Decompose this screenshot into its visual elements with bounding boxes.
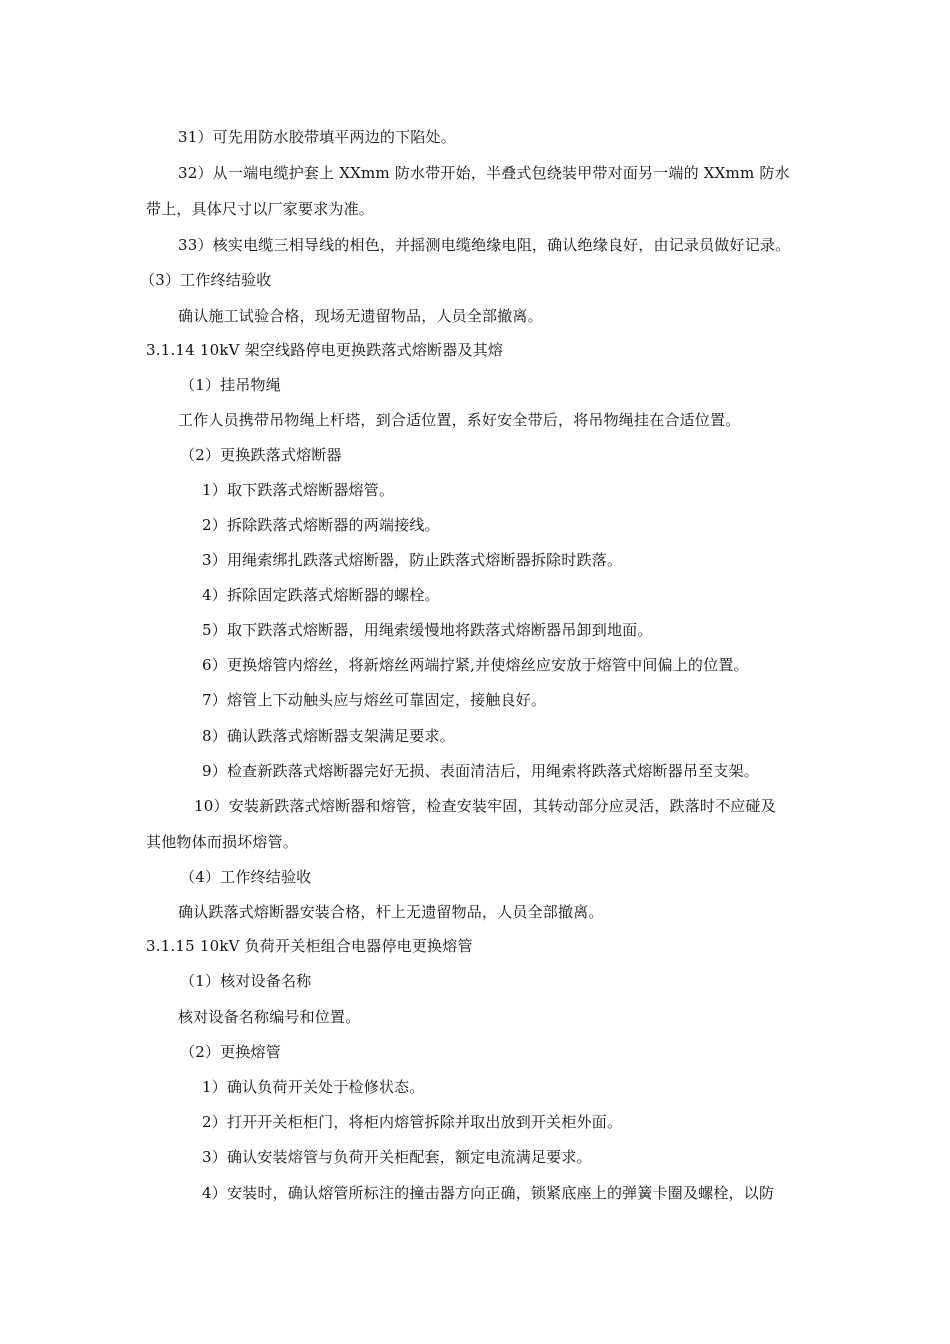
list-item: 3）确认安装熔管与负荷开关柜配套，额定电流满足要求。 <box>202 1148 592 1166</box>
list-item: 1）取下跌落式熔断器熔管。 <box>202 481 395 499</box>
paragraph: 工作人员携带吊物绳上杆塔，到合适位置，系好安全带后，将吊物绳挂在合适位置。 <box>178 411 741 429</box>
section-title: 3.1.15 10kV 负荷开关柜组合电器停电更换熔管 <box>146 937 473 955</box>
step-heading: （1）挂吊物绳 <box>180 376 281 394</box>
list-item: 9）检查新跌落式熔断器完好无损、表面清洁后，用绳索将跌落式熔断器吊至支架。 <box>202 762 759 780</box>
list-item: 10）安装新跌落式熔断器和熔管，检查安装牢固，其转动部分应灵活，跌落时不应碰及 <box>194 797 776 815</box>
list-item: 1）确认负荷开关处于检修状态。 <box>202 1078 425 1096</box>
list-item: 2）拆除跌落式熔断器的两端接线。 <box>202 516 440 534</box>
section-heading: （3）工作终结验收 <box>140 271 272 289</box>
list-item: 8）确认跌落式熔断器支架满足要求。 <box>202 727 455 745</box>
step-heading: （1）核对设备名称 <box>180 972 312 990</box>
paragraph-continuation: 其他物体而损坏熔管。 <box>146 833 299 851</box>
step-heading: （2）更换跌落式熔断器 <box>180 446 342 464</box>
list-item: 33）核实电缆三相导线的相色，并摇测电缆绝缘电阻，确认绝缘良好，由记录员做好记录。 <box>178 236 791 254</box>
paragraph: 确认跌落式熔断器安装合格，杆上无遗留物品，人员全部撤离。 <box>178 903 604 921</box>
paragraph-continuation: 带上，具体尺寸以厂家要求为准。 <box>146 200 375 218</box>
paragraph: 核对设备名称编号和位置。 <box>178 1008 361 1026</box>
section-title: 3.1.14 10kV 架空线路停电更换跌落式熔断器及其熔 <box>146 341 504 359</box>
list-item: 31）可先用防水胶带填平两边的下陷处。 <box>178 128 456 146</box>
list-item: 4）拆除固定跌落式熔断器的螺栓。 <box>202 586 440 604</box>
paragraph: 确认施工试验合格，现场无遗留物品，人员全部撤离。 <box>178 307 543 325</box>
list-item: 6）更换熔管内熔丝，将新熔丝两端拧紧,并使熔丝应安放于熔管中间偏上的位置。 <box>202 656 749 674</box>
list-item: 3）用绳索绑扎跌落式熔断器，防止跌落式熔断器拆除时跌落。 <box>202 551 623 569</box>
step-heading: （4）工作终结验收 <box>180 868 312 886</box>
list-item: 32）从一端电缆护套上 XXmm 防水带开始，半叠式包绕装甲带对面另一端的 XXmm 防水 <box>178 164 790 182</box>
list-item: 7）熔管上下动触头应与熔丝可靠固定，接触良好。 <box>202 691 547 709</box>
list-item: 2）打开开关柜柜门，将柜内熔管拆除并取出放到开关柜外面。 <box>202 1113 623 1131</box>
list-item: 4）安装时，确认熔管所标注的撞击器方向正确，锁紧底座上的弹簧卡圈及螺栓，以防 <box>202 1184 775 1202</box>
list-item: 5）取下跌落式熔断器，用绳索缓慢地将跌落式熔断器吊卸到地面。 <box>202 621 653 639</box>
step-heading: （2）更换熔管 <box>180 1043 281 1061</box>
